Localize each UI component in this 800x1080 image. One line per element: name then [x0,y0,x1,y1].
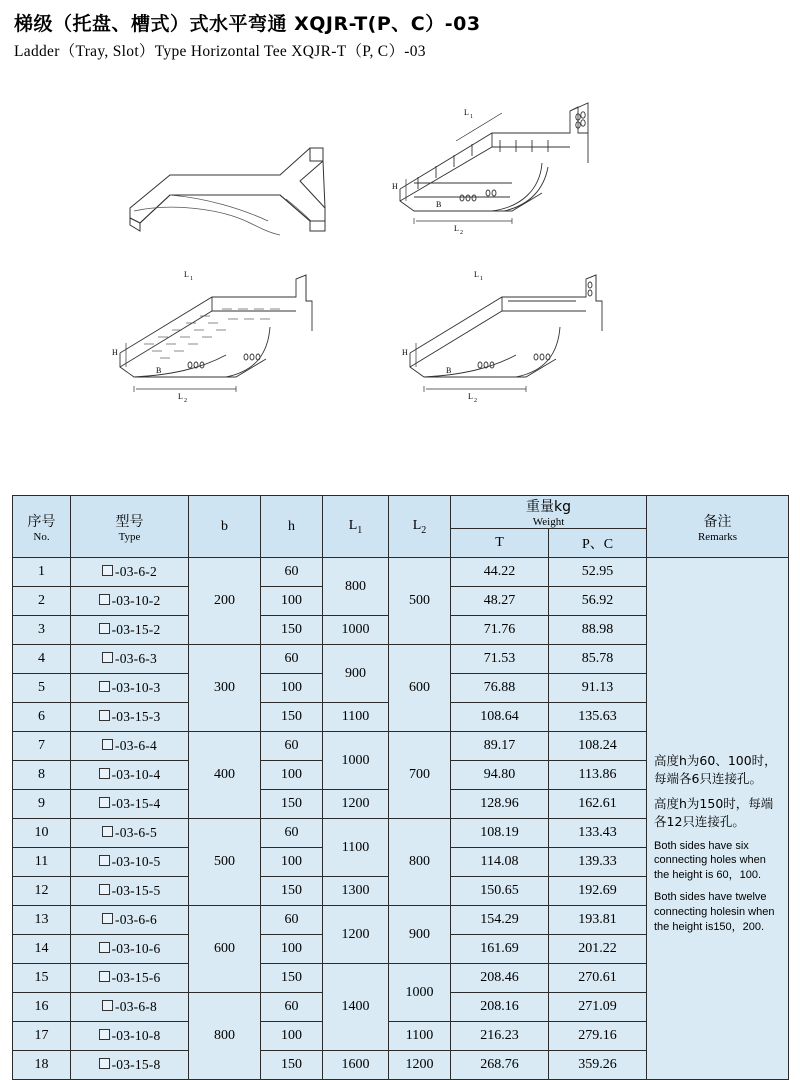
cell-no: 7 [13,732,71,761]
square-symbol-icon [99,855,110,866]
cell-h: 60 [261,819,323,848]
cell-type: -03-15-2 [71,616,189,645]
cell-weight-t: 76.88 [451,674,549,703]
cell-l1: 1200 [323,906,389,964]
square-symbol-icon [99,710,110,721]
cell-h: 150 [261,616,323,645]
square-symbol-icon [102,739,113,750]
cell-weight-t: 128.96 [451,790,549,819]
cell-weight-t: 89.17 [451,732,549,761]
cell-weight-t: 108.64 [451,703,549,732]
svg-text:H: H [392,182,398,192]
cell-weight-pc: 91.13 [549,674,647,703]
figure-ladder-tee [392,93,622,253]
cell-h: 60 [261,732,323,761]
cell-h: 100 [261,848,323,877]
svg-text:L: L [184,270,189,280]
cell-no: 14 [13,935,71,964]
cell-l1: 1200 [323,790,389,819]
cell-weight-pc: 88.98 [549,616,647,645]
figure-area [0,68,800,438]
cell-type: -03-10-2 [71,587,189,616]
cell-weight-pc: 271.09 [549,993,647,1022]
svg-text:B: B [156,366,162,376]
cell-weight-t: 216.23 [451,1022,549,1051]
header-remarks: 备注 Remarks [647,496,789,558]
svg-text:B: B [436,200,442,210]
square-symbol-icon [99,884,110,895]
cell-no: 2 [13,587,71,616]
cell-type: -03-6-8 [71,993,189,1022]
cell-no: 3 [13,616,71,645]
figure-slot-tee [390,243,630,413]
cell-l1: 1600 [323,1051,389,1080]
square-symbol-icon [99,768,110,779]
spec-table [12,495,789,1080]
cell-weight-t: 44.22 [451,558,549,587]
cell-weight-pc: 113.86 [549,761,647,790]
figure-tray-tee [100,243,340,413]
cell-weight-t: 154.29 [451,906,549,935]
table-header-row-1 [13,496,789,529]
cell-type: -03-6-6 [71,906,189,935]
cell-type: -03-6-4 [71,732,189,761]
cell-weight-t: 150.65 [451,877,549,906]
header-weight-pc: P、C [549,529,647,558]
cell-h: 150 [261,1051,323,1080]
cell-weight-pc: 193.81 [549,906,647,935]
cell-type: -03-15-4 [71,790,189,819]
cell-b: 300 [189,645,261,732]
cell-h: 100 [261,587,323,616]
remark-en-2: Both sides have twelve connecting holesin when the height is150，200. [654,891,775,933]
cell-no: 11 [13,848,71,877]
cell-weight-t: 161.69 [451,935,549,964]
cell-type: -03-10-6 [71,935,189,964]
spec-table-wrapper [12,495,788,1080]
page-title [0,0,800,64]
cell-weight-t: 94.80 [451,761,549,790]
cell-type: -03-6-5 [71,819,189,848]
square-symbol-icon [102,652,113,663]
header-l1: $L_1$ [323,496,389,558]
cell-weight-pc: 133.43 [549,819,647,848]
title-english: Ladder（Tray, Slot）Type Horizontal Tee XQJR-T（P, C）-03 [14,42,426,60]
cell-type: -03-15-3 [71,703,189,732]
cell-type: -03-10-3 [71,674,189,703]
cell-weight-pc: 162.61 [549,790,647,819]
cell-h: 100 [261,1022,323,1051]
cell-h: 60 [261,645,323,674]
cell-b: 400 [189,732,261,819]
cell-l1: 900 [323,645,389,703]
cell-l1: 1100 [323,703,389,732]
cell-type: -03-15-6 [71,964,189,993]
cell-l2: 900 [389,906,451,964]
cell-weight-pc: 52.95 [549,558,647,587]
cell-type: -03-10-5 [71,848,189,877]
square-symbol-icon [99,942,110,953]
cell-type: -03-15-8 [71,1051,189,1080]
cell-l1: 1300 [323,877,389,906]
cell-l2: 500 [389,558,451,645]
cell-h: 100 [261,674,323,703]
cell-h: 60 [261,906,323,935]
cell-no: 6 [13,703,71,732]
cell-type: -03-10-4 [71,761,189,790]
title-chinese: 梯级（托盘、槽式）式水平弯通 XQJR-T(P、C）-03 [14,13,481,35]
square-symbol-icon [99,1029,110,1040]
cell-h: 60 [261,558,323,587]
cell-type: -03-15-5 [71,877,189,906]
header-weight: 重量kg Weight [451,496,647,529]
cell-h: 150 [261,790,323,819]
cell-l2: 1200 [389,1051,451,1080]
cell-b: 500 [189,819,261,906]
cell-no: 18 [13,1051,71,1080]
cell-no: 13 [13,906,71,935]
table-row [13,558,789,587]
cell-no: 4 [13,645,71,674]
square-symbol-icon [99,1058,110,1069]
svg-text:1: 1 [480,276,483,283]
cell-weight-t: 208.16 [451,993,549,1022]
cell-l2: 1000 [389,964,451,1022]
cell-l1: 1000 [323,732,389,790]
cell-weight-pc: 139.33 [549,848,647,877]
cell-b: 200 [189,558,261,645]
svg-text:L: L [474,270,479,280]
cell-weight-t: 71.76 [451,616,549,645]
cell-weight-pc: 201.22 [549,935,647,964]
svg-text:1: 1 [190,276,193,283]
square-symbol-icon [99,797,110,808]
svg-text:2: 2 [460,230,463,237]
cell-no: 10 [13,819,71,848]
square-symbol-icon [102,826,113,837]
cell-h: 60 [261,993,323,1022]
cell-l2: 1100 [389,1022,451,1051]
cell-weight-t: 48.27 [451,587,549,616]
square-symbol-icon [99,681,110,692]
cell-l1: 1000 [323,616,389,645]
svg-text:L: L [464,108,469,118]
cell-h: 100 [261,761,323,790]
cell-l2: 600 [389,645,451,732]
cell-l1: 1400 [323,964,389,1051]
cell-weight-pc: 85.78 [549,645,647,674]
cell-h: 100 [261,935,323,964]
cell-no: 1 [13,558,71,587]
cell-weight-t: 208.46 [451,964,549,993]
cell-h: 150 [261,964,323,993]
cell-b: 600 [189,906,261,993]
cell-weight-pc: 270.61 [549,964,647,993]
cell-no: 8 [13,761,71,790]
square-symbol-icon [102,1000,113,1011]
square-symbol-icon [102,913,113,924]
header-type: 型号 Type [71,496,189,558]
header-h: h [261,496,323,558]
header-no: 序号 No. [13,496,71,558]
cell-weight-pc: 279.16 [549,1022,647,1051]
cell-weight-t: 114.08 [451,848,549,877]
remark-cn-2: 高度h为150时，每端各12只连接孔。 [654,796,774,830]
cell-type: -03-6-3 [71,645,189,674]
header-b: b [189,496,261,558]
svg-text:L: L [454,224,459,234]
cell-l1: 1100 [323,819,389,877]
cell-no: 12 [13,877,71,906]
cell-weight-t: 108.19 [451,819,549,848]
cell-h: 150 [261,877,323,906]
svg-text:L: L [178,392,183,402]
square-symbol-icon [102,565,113,576]
cell-l2: 800 [389,819,451,906]
square-symbol-icon [99,594,110,605]
cell-l1: 800 [323,558,389,616]
figure-horizontal-tee-solid [110,103,370,253]
cell-type: -03-6-2 [71,558,189,587]
remark-en-1: Both sides have six connecting holes when the height is 60，100. [654,839,766,882]
header-weight-t: T [451,529,549,558]
cell-weight-pc: 135.63 [549,703,647,732]
cell-weight-t: 268.76 [451,1051,549,1080]
cell-type: -03-10-8 [71,1022,189,1051]
cell-h: 150 [261,703,323,732]
remark-cn-1: 高度h为60、100时，每端各6只连接孔。 [654,753,777,787]
svg-text:L: L [468,392,473,402]
svg-text:B: B [446,366,452,376]
cell-remarks [647,558,789,1080]
cell-weight-pc: 56.92 [549,587,647,616]
cell-no: 5 [13,674,71,703]
cell-weight-pc: 359.26 [549,1051,647,1080]
cell-weight-t: 71.53 [451,645,549,674]
svg-text:2: 2 [474,398,477,405]
square-symbol-icon [99,623,110,634]
svg-text:2: 2 [184,398,187,405]
cell-no: 16 [13,993,71,1022]
svg-text:1: 1 [470,114,473,121]
cell-no: 15 [13,964,71,993]
cell-weight-pc: 108.24 [549,732,647,761]
svg-text:H: H [112,348,118,358]
cell-no: 9 [13,790,71,819]
svg-text:H: H [402,348,408,358]
cell-b: 800 [189,993,261,1080]
cell-weight-pc: 192.69 [549,877,647,906]
square-symbol-icon [99,971,110,982]
header-l2: $L_2$ [389,496,451,558]
cell-l2: 700 [389,732,451,819]
cell-no: 17 [13,1022,71,1051]
